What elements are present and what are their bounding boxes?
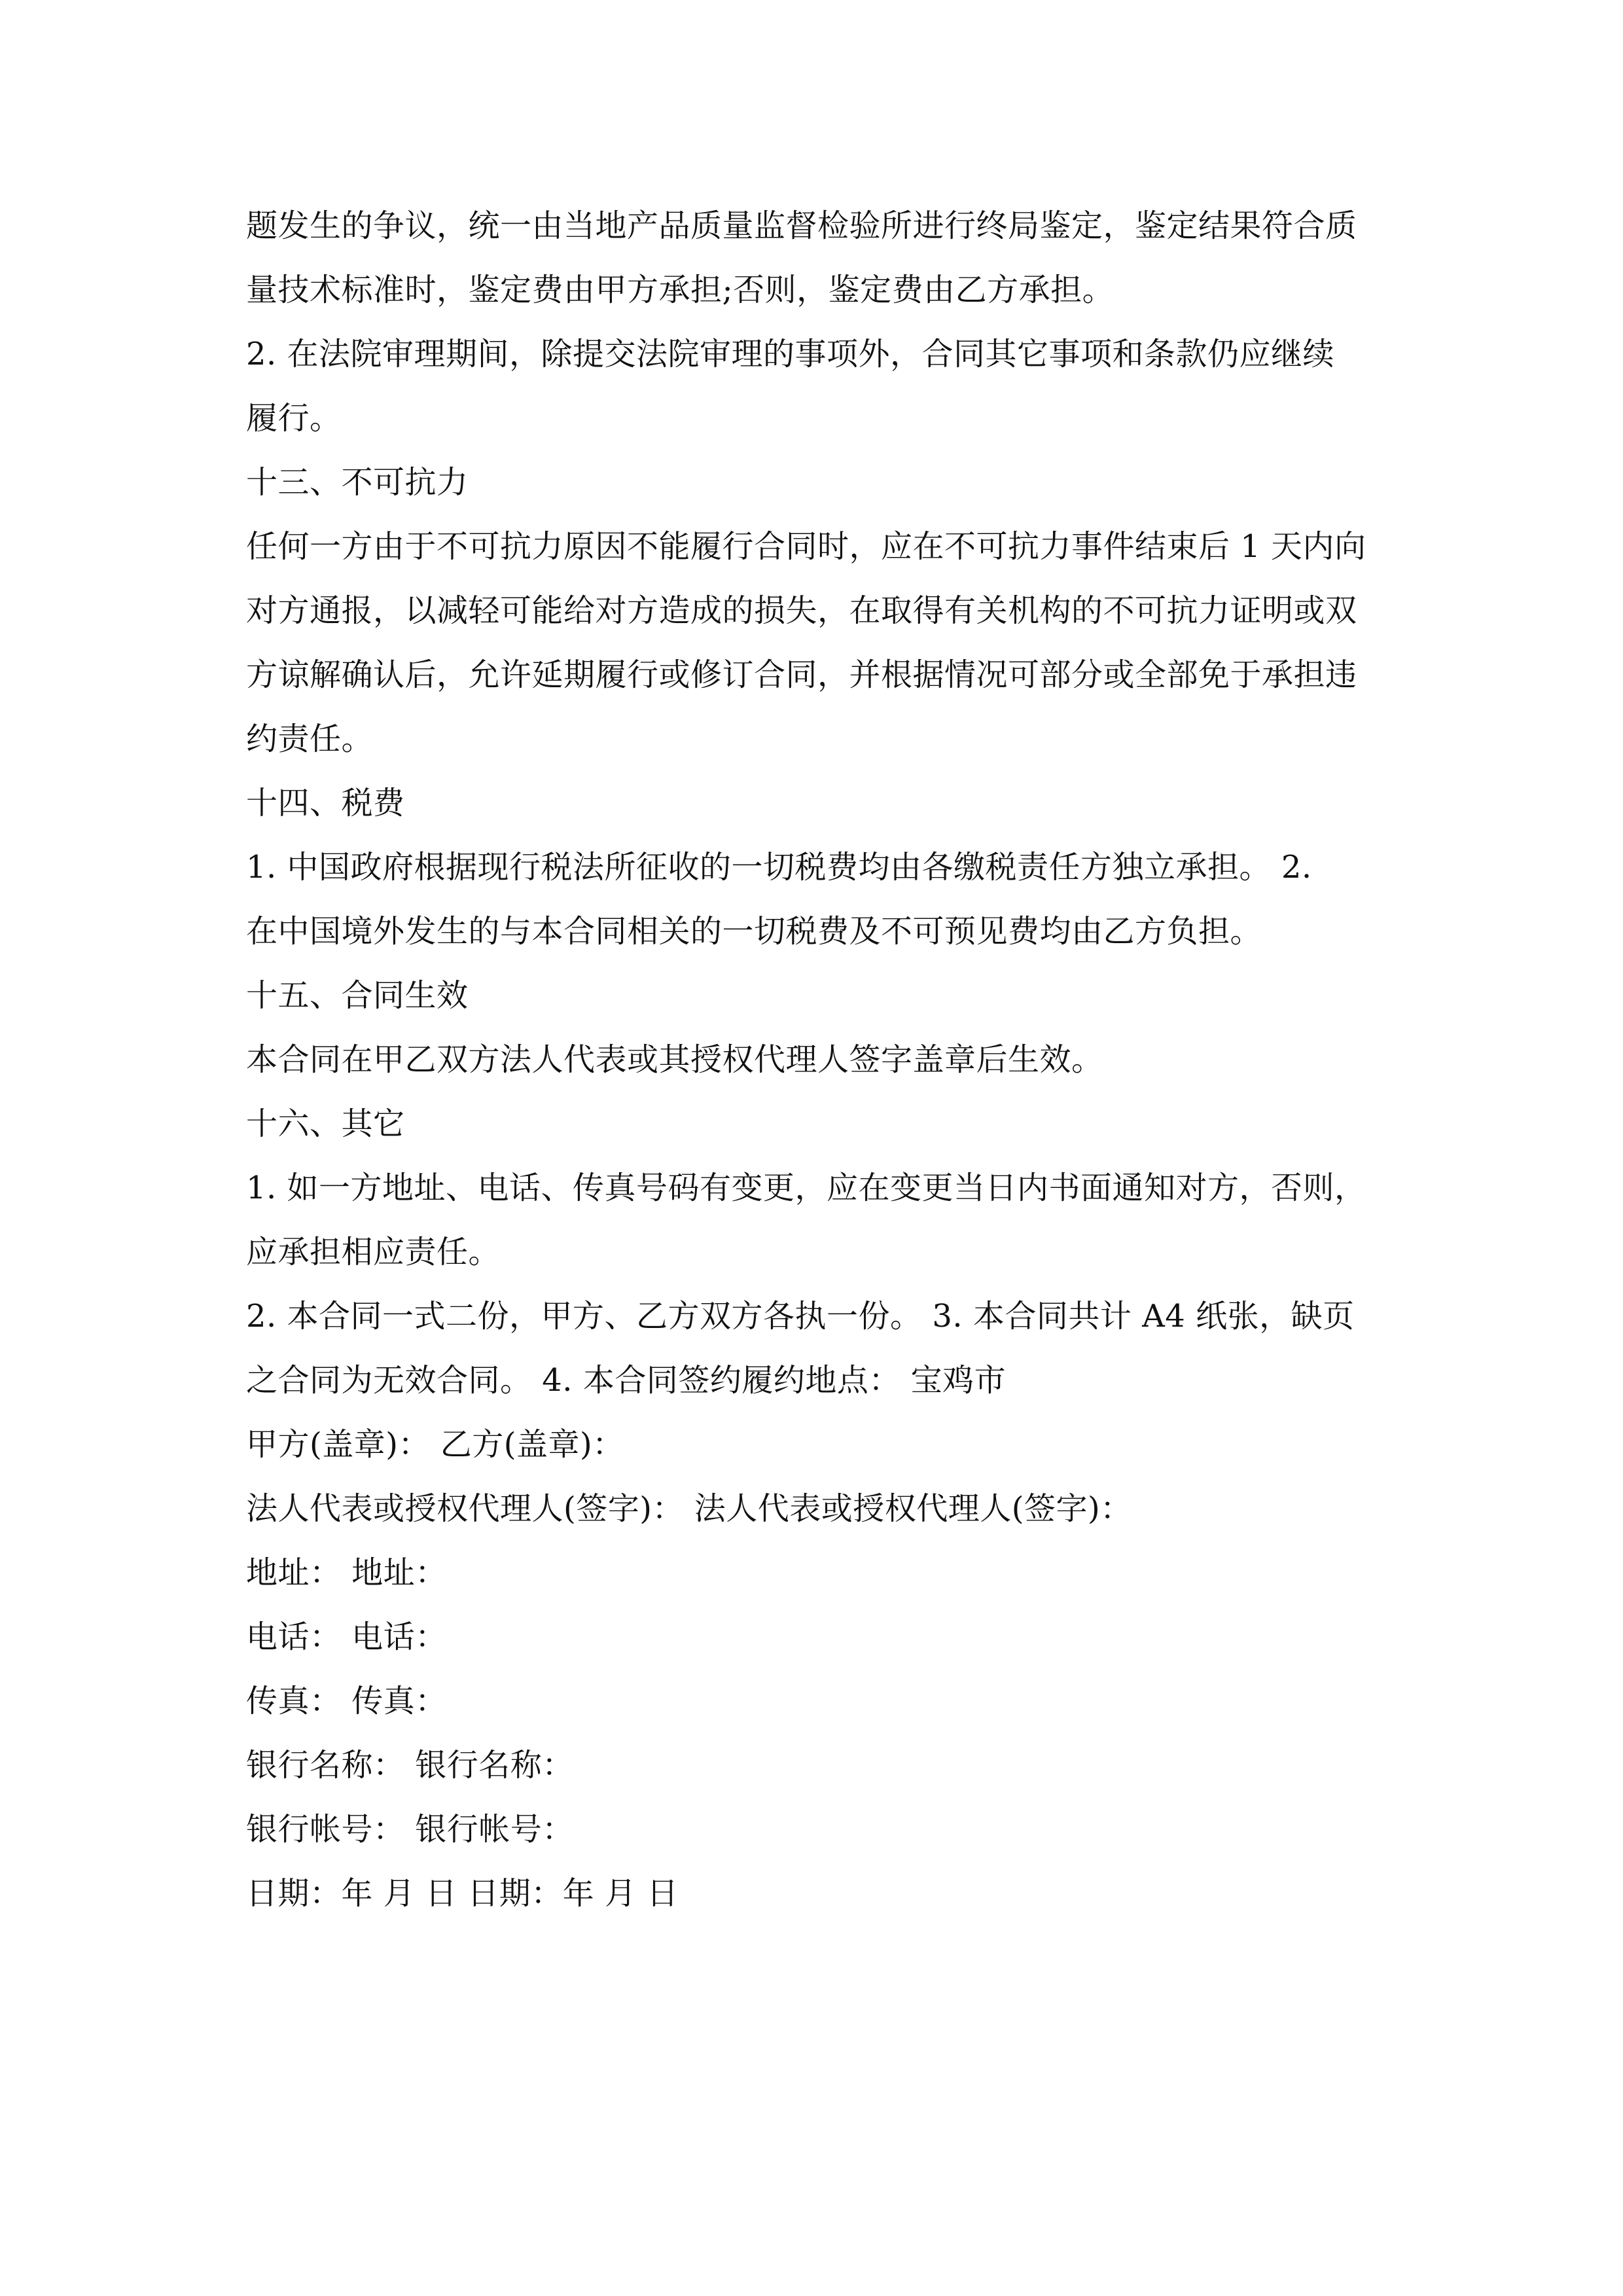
text-line: 约责任。	[246, 721, 374, 757]
signature-field-line: 日期：年 月 日 日期：年 月 日	[246, 1875, 679, 1912]
text-line: 2. 本合同一式二份，甲方、乙方双方各执一份。 3. 本合同共计 A4 纸张，缺页	[246, 1298, 1355, 1335]
text-line: 2. 在法院审理期间，除提交法院审理的事项外，合同其它事项和条款仍应继续	[246, 336, 1335, 372]
signature-field-line: 银行帐号： 银行帐号：	[246, 1811, 574, 1848]
signature-field-line: 法人代表或授权代理人(签字)： 法人代表或授权代理人(签字)：	[246, 1490, 1132, 1527]
signature-field-line: 传真： 传真：	[246, 1683, 447, 1719]
text-line: 之合同为无效合同。 4. 本合同签约履约地点： 宝鸡市	[246, 1362, 1007, 1399]
section-heading: 十六、其它	[246, 1105, 405, 1142]
section-heading: 十三、不可抗力	[246, 464, 469, 501]
text-line: 量技术标准时，鉴定费由甲方承担;否则，鉴定费由乙方承担。	[246, 272, 1115, 308]
text-line: 在中国境外发生的与本合同相关的一切税费及不可预见费均由乙方负担。	[246, 913, 1262, 950]
signature-field-line: 甲方(盖章)： 乙方(盖章)：	[246, 1426, 624, 1463]
signature-field-line: 银行名称： 银行名称：	[246, 1747, 574, 1784]
text-line: 本合同在甲乙双方法人代表或其授权代理人签字盖章后生效。	[246, 1041, 1103, 1078]
text-line: 任何一方由于不可抗力原因不能履行合同时，应在不可抗力事件结束后 1 天内向	[246, 528, 1366, 565]
signature-field-line: 地址： 地址：	[246, 1554, 447, 1591]
document-body	[246, 194, 1398, 1926]
text-line: 1. 如一方地址、电话、传真号码有变更，应在变更当日内书面通知对方，否则，	[246, 1170, 1366, 1206]
text-line: 履行。	[246, 400, 342, 437]
text-line: 题发生的争议，统一由当地产品质量监督检验所进行终局鉴定，鉴定结果符合质	[246, 207, 1357, 244]
section-heading: 十五、合同生效	[246, 977, 469, 1014]
text-line: 应承担相应责任。	[246, 1234, 501, 1270]
text-line: 1. 中国政府根据现行税法所征收的一切税费均由各缴税责任方独立承担。 2.	[246, 849, 1312, 886]
signature-field-line: 电话： 电话：	[246, 1619, 447, 1655]
section-heading: 十四、税费	[246, 785, 405, 821]
text-line: 对方通报，以减轻可能给对方造成的损失，在取得有关机构的不可抗力证明或双	[246, 592, 1357, 629]
text-line: 方谅解确认后，允许延期履行或修订合同，并根据情况可部分或全部免于承担违	[246, 656, 1357, 693]
